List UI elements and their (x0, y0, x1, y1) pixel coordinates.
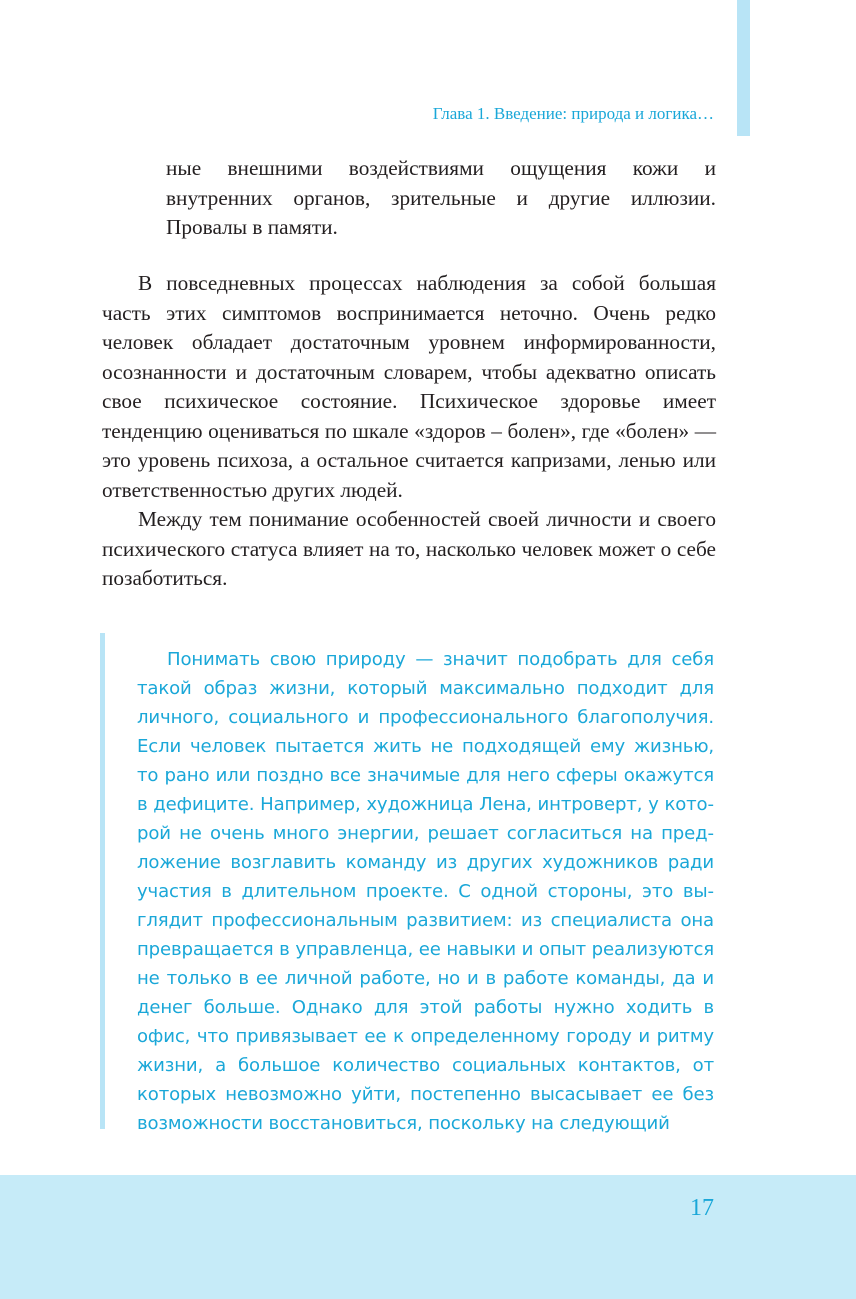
callout-box (137, 645, 714, 1138)
continued-item-text: ные внешними воздействиями ощущения кожи и внутренних органов, зрительные и другие иллюзии. Провалы в памяти. (166, 156, 716, 239)
continued-list-item (166, 154, 716, 243)
footer-band (0, 1175, 856, 1299)
running-head: Глава 1. Введение: природа и логика… (432, 104, 714, 123)
paragraph: В повседневных процессах наблюдения за собой большая часть этих симптомов воспринимается неточно. Очень редко человек обладает достаточным уровнем информированности, осознанности и достаточным словарем, чтобы адекватно описать свое психическое состояние. Психическое здоровье имеет тенденцию оцениваться по шкале «здоров – болен», где «болен» — это уровень психоза, а остальное считается капризами, ленью или ответственностью других людей. (102, 271, 716, 502)
main-text (102, 269, 716, 594)
page-number: 17 (690, 1195, 714, 1221)
callout-text: Понимать свою природу — значит подобрать для себя такой образ жизни, который максимально подходит для личного, социального и профессионального благополучия. Если человек пытается жить не подходящей ему жизнью, то рано или поздно все значимые для него сферы окажутся в дефиците. Например, художница Лена, интроверт, у которой не очень много энергии, решает согласиться на предложение возглавить команду из других художников ради участия в длительном проекте. С одной стороны, это выглядит профессиональным развитием: из специалиста она превращается в управленца, ее навыки и опыт реализуются не только в ее личной работе, но и в работе команды, да и денег больше. Однако для этой работы нужно ходить в офис, что привязывает ее к определенному городу и ритму жизни, а большое количество социальных контактов, от которых невозможно уйти, постепенно высасывает ее без возможности восстановиться, поскольку на следующий (137, 649, 714, 1134)
paragraph: Между тем понимание особенностей своей личности и своего психического статуса влияет на то, насколько человек может о себе позаботиться. (102, 507, 716, 590)
callout-bar (100, 633, 105, 1129)
chapter-tab-marker (737, 0, 750, 136)
